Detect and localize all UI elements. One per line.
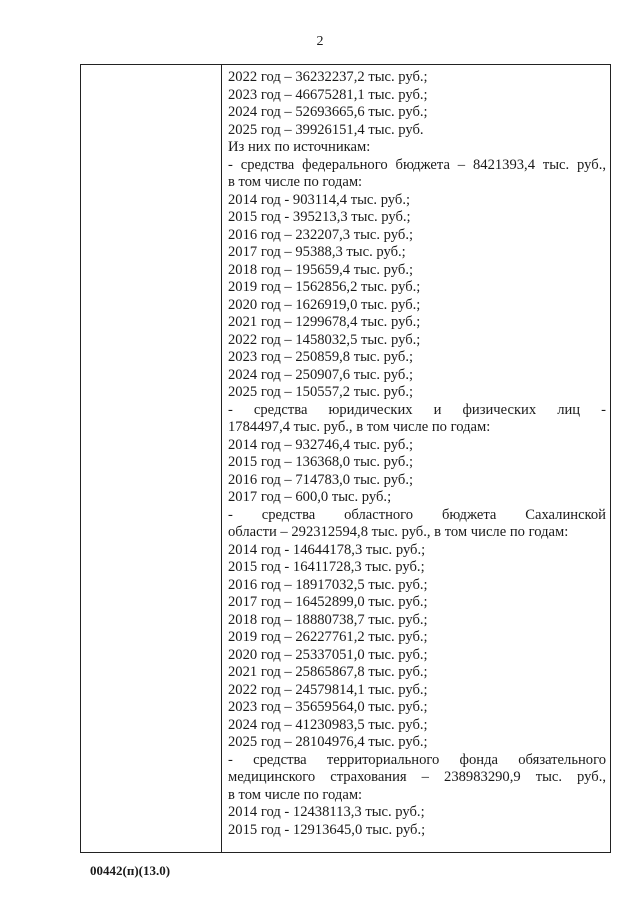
text-line: 2020 год – 25337051,0 тыс. руб.;: [228, 646, 428, 663]
text-line: 2014 год - 903114,4 тыс. руб.;: [228, 191, 411, 208]
funding-table: [80, 64, 611, 853]
text-line: 2021 год – 25865867,8 тыс. руб.;: [228, 664, 428, 680]
text-line: в том числе по годам:: [228, 786, 363, 803]
text-line: области – 292312594,8 тыс. руб., в том числе по годам:: [228, 524, 569, 540]
text-line: 2025 год – 39926151,4 тыс. руб.: [228, 121, 424, 138]
text-line: 2017 год – 600,0 тыс. руб.;: [228, 489, 392, 505]
text-line: 2018 год – 195659,4 тыс. руб.;: [228, 261, 414, 278]
text-line: 2015 год - 395213,3 тыс. руб.;: [228, 209, 411, 225]
document-code: 00442(п)(13.0): [90, 863, 171, 878]
text-line: 2016 год – 714783,0 тыс. руб.;: [228, 471, 414, 488]
text-line: 2025 год – 150557,2 тыс. руб.;: [228, 384, 414, 400]
text-line: 2021 год – 1299678,4 тыс. руб.;: [228, 314, 421, 330]
text-line: 2022 год – 36232237,2 тыс. руб.;: [228, 69, 428, 85]
text-line: 2014 год - 14644178,3 тыс. руб.;: [228, 541, 426, 558]
text-line: 2018 год – 18880738,7 тыс. руб.;: [228, 611, 428, 628]
text-line: 2020 год – 1626919,0 тыс. руб.;: [228, 296, 421, 313]
text-line: - средства территориального фонда обязательного: [228, 751, 606, 768]
text-line: - средства областного бюджета Сахалинской: [228, 506, 606, 523]
text-line: 1784497,4 тыс. руб., в том числе по годам:: [228, 419, 491, 435]
text-line: - средства юридических и физических лиц -: [228, 401, 606, 418]
text-line: 2016 год – 232207,3 тыс. руб.;: [228, 226, 414, 243]
text-line: в том числе по годам:: [228, 174, 363, 190]
text-line: 2015 год - 12913645,0 тыс. руб.;: [228, 821, 426, 838]
text-line: 2025 год – 28104976,4 тыс. руб.;: [228, 734, 428, 750]
text-line: 2019 год – 1562856,2 тыс. руб.;: [228, 279, 421, 295]
text-line: 2023 год – 35659564,0 тыс. руб.;: [228, 699, 428, 715]
funding-cell: [228, 69, 606, 839]
text-line: 2024 год – 41230983,5 тыс. руб.;: [228, 716, 428, 733]
text-line: 2016 год – 18917032,5 тыс. руб.;: [228, 576, 428, 593]
text-line: Из них по источникам:: [228, 139, 371, 155]
text-line: 2019 год – 26227761,2 тыс. руб.;: [228, 629, 428, 645]
text-line: 2017 год – 95388,3 тыс. руб.;: [228, 244, 406, 260]
text-line: 2014 год - 12438113,3 тыс. руб.;: [228, 804, 425, 820]
text-line: 2023 год – 46675281,1 тыс. руб.;: [228, 86, 428, 103]
page-number: 2: [316, 34, 324, 49]
text-line: 2015 год - 16411728,3 тыс. руб.;: [228, 559, 425, 575]
text-line: 2024 год – 52693665,6 тыс. руб.;: [228, 104, 428, 120]
text-line: медицинского страхования – 238983290,9 тыс. руб.,: [228, 769, 606, 785]
text-line: 2023 год – 250859,8 тыс. руб.;: [228, 349, 414, 365]
text-line: 2014 год – 932746,4 тыс. руб.;: [228, 436, 414, 453]
text-line: 2024 год – 250907,6 тыс. руб.;: [228, 366, 414, 383]
text-line: 2022 год – 24579814,1 тыс. руб.;: [228, 681, 428, 698]
text-line: - средства федерального бюджета – 8421393,4 тыс. руб.,: [228, 156, 606, 173]
text-line: 2017 год – 16452899,0 тыс. руб.;: [228, 594, 428, 610]
text-line: 2022 год – 1458032,5 тыс. руб.;: [228, 331, 421, 348]
text-line: 2015 год – 136368,0 тыс. руб.;: [228, 454, 414, 470]
column-divider: [221, 65, 222, 852]
